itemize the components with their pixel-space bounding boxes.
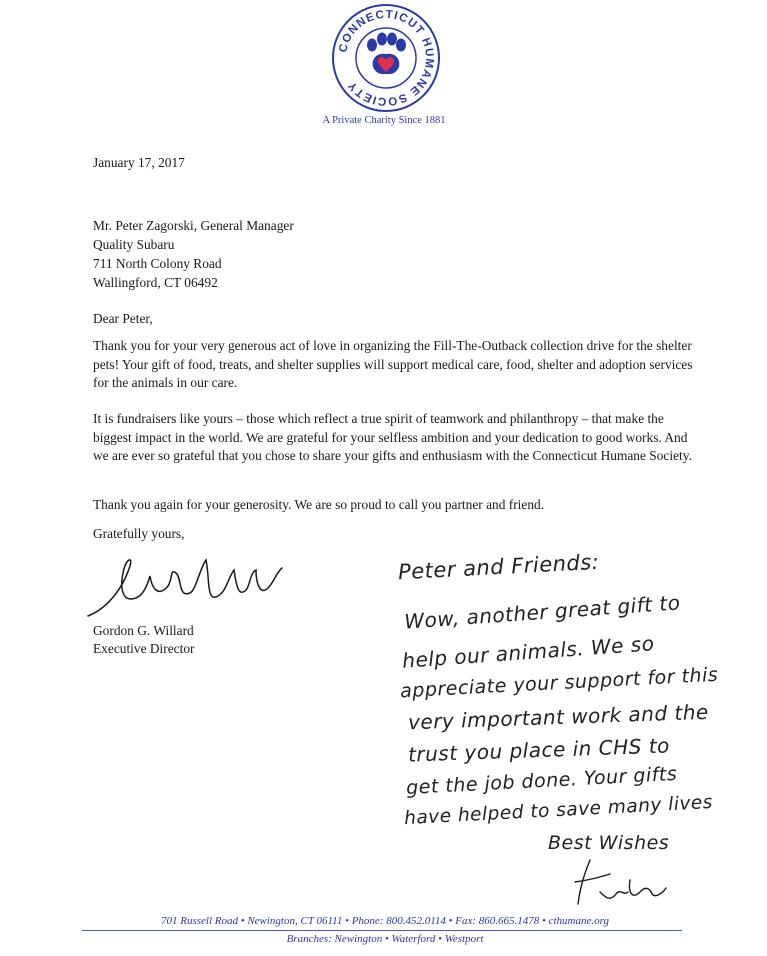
note-line: appreciate your support for this [399,663,719,703]
footer-divider [82,930,682,931]
organization-logo [330,2,442,114]
note-line: Best Wishes [548,832,670,854]
svg-text:CONNECTICUT HUMANE SOCIETY: CONNECTICUT HUMANE SOCIETY [337,8,436,108]
recipient-line: Mr. Peter Zagorski, General Manager [93,218,294,233]
recipient-line: 711 North Colony Road [93,256,222,271]
note-line: have helped to save many lives [403,791,714,830]
tagline: A Private Charity Since 1881 [322,115,446,126]
paragraph: Thank you for your very generous act of love in organizing the Fill-The-Outback collection drive for the shelter pets! Your gift of food, treats, and shelter supplies will support medical care, food, shelter and adoption services for the animals in our care. [93,338,693,390]
note-line: Peter and Friends: [397,549,600,585]
closing: Gratefully yours, [93,526,185,541]
paw-heart-icon [367,33,406,75]
signer-title: Executive Director [93,641,195,656]
signature [78,548,298,633]
recipient-line: Wallingford, CT 06492 [93,275,218,290]
note-line: Wow, another great gift to [403,590,682,634]
signer-name: Gordon G. Willard [93,623,194,638]
letter-date: January 17, 2017 [93,155,185,170]
note-signature [570,852,690,917]
salutation: Dear Peter, [93,311,153,326]
note-line: trust you place in CHS to [407,733,671,767]
recipient-address [93,217,294,293]
recipient-line: Quality Subaru [93,237,175,252]
paragraph: Thank you again for your generosity. We are so proud to call you partner and friend. [93,497,545,512]
paragraph: It is fundraisers like yours – those which reflect a true spirit of teamwork and philanthropy – that make the biggest impact in the world. We are grateful for your selfless ambition and your dedication to good works. And we are ever so grateful that you chose to share your gifts and enthusiasm with the Connecticut Humane Society. [93,411,692,463]
footer-branches: Branches: Newington • Waterford • Westport [286,933,484,945]
note-line: very important work and the [407,699,710,735]
note-line: help our animals. We so [401,631,656,673]
footer-address: 701 Russell Road • Newington, CT 06111 • Phone: 800.452.0114 • Fax: 860.665.1478 • cthumane.org [160,915,610,927]
note-line: get the job done. Your gifts [405,762,678,800]
